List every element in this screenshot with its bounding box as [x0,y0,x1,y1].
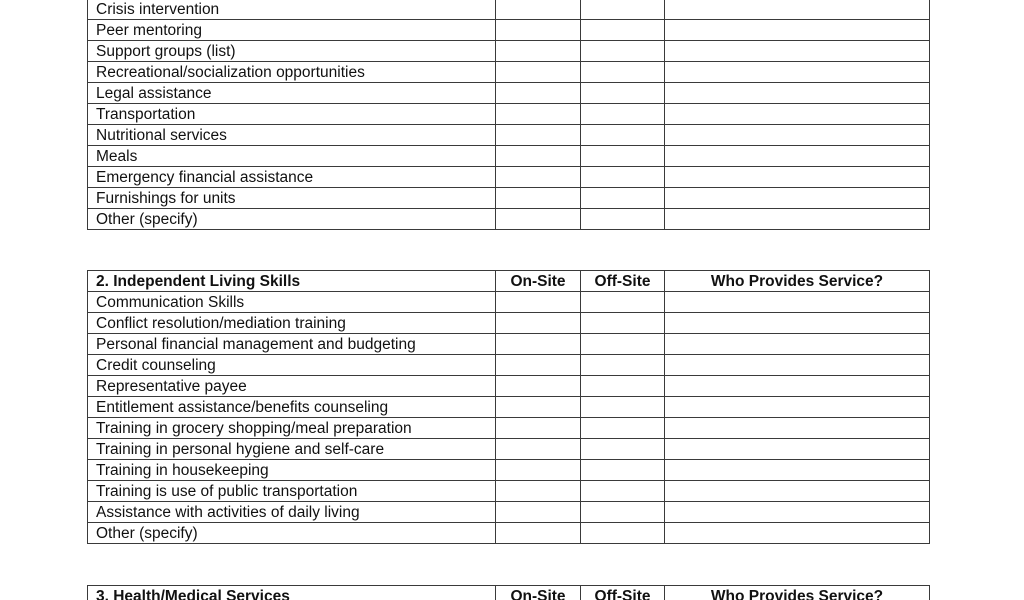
provider-cell[interactable] [665,20,930,41]
offsite-cell[interactable] [581,502,665,523]
onsite-cell[interactable] [496,167,581,188]
onsite-cell[interactable] [496,41,581,62]
service-label: Nutritional services [88,125,496,146]
offsite-cell[interactable] [581,0,665,20]
section-2-table [87,270,930,544]
table-row [88,41,930,62]
onsite-cell[interactable] [496,481,581,502]
table-row [88,209,930,230]
section-3-onsite-header: On-Site [496,586,581,600]
offsite-cell[interactable] [581,313,665,334]
section-2-onsite-header: On-Site [496,271,581,292]
table-row [88,313,930,334]
provider-cell[interactable] [665,209,930,230]
section-2-provider-header: Who Provides Service? [665,271,930,292]
service-label: Training is use of public transportation [88,481,496,502]
section-3-table [87,585,930,600]
provider-cell[interactable] [665,334,930,355]
table-row [88,188,930,209]
onsite-cell[interactable] [496,62,581,83]
onsite-cell[interactable] [496,355,581,376]
table-row [88,334,930,355]
provider-cell[interactable] [665,523,930,544]
service-label: Conflict resolution/mediation training [88,313,496,334]
onsite-cell[interactable] [496,502,581,523]
section-3-provider-header: Who Provides Service? [665,586,930,600]
table-row [88,146,930,167]
onsite-cell[interactable] [496,104,581,125]
section-3-offsite-header: Off-Site [581,586,665,600]
offsite-cell[interactable] [581,334,665,355]
service-label: Support groups (list) [88,41,496,62]
provider-cell[interactable] [665,460,930,481]
onsite-cell[interactable] [496,439,581,460]
provider-cell[interactable] [665,83,930,104]
service-label: Representative payee [88,376,496,397]
service-label: Credit counseling [88,355,496,376]
service-label: Recreational/socialization opportunities [88,62,496,83]
onsite-cell[interactable] [496,188,581,209]
provider-cell[interactable] [665,104,930,125]
table-row [88,292,930,313]
table-row [88,125,930,146]
provider-cell[interactable] [665,188,930,209]
table-row [88,167,930,188]
onsite-cell[interactable] [496,146,581,167]
offsite-cell[interactable] [581,62,665,83]
offsite-cell[interactable] [581,439,665,460]
table-row [88,0,930,20]
offsite-cell[interactable] [581,397,665,418]
onsite-cell[interactable] [496,0,581,20]
table-row [88,418,930,439]
table-row [88,355,930,376]
offsite-cell[interactable] [581,523,665,544]
service-label: Training in housekeeping [88,460,496,481]
table-row [88,523,930,544]
offsite-cell[interactable] [581,83,665,104]
service-label: Transportation [88,104,496,125]
offsite-cell[interactable] [581,418,665,439]
service-label: Training in personal hygiene and self-care [88,439,496,460]
service-label: Legal assistance [88,83,496,104]
service-label: Crisis intervention [88,0,496,20]
offsite-cell[interactable] [581,188,665,209]
table-row [88,83,930,104]
table-row [88,502,930,523]
onsite-cell[interactable] [496,125,581,146]
provider-cell[interactable] [665,125,930,146]
section-2-offsite-header: Off-Site [581,271,665,292]
offsite-cell[interactable] [581,125,665,146]
table-row [88,104,930,125]
service-label: Peer mentoring [88,20,496,41]
section-1-table [87,0,930,230]
offsite-cell[interactable] [581,355,665,376]
offsite-cell[interactable] [581,20,665,41]
onsite-cell[interactable] [496,376,581,397]
service-label: Assistance with activities of daily living [88,502,496,523]
provider-cell[interactable] [665,313,930,334]
offsite-cell[interactable] [581,209,665,230]
table-row [88,397,930,418]
section-2-title: 2. Independent Living Skills [88,271,496,292]
onsite-cell[interactable] [496,313,581,334]
offsite-cell[interactable] [581,292,665,313]
provider-cell[interactable] [665,481,930,502]
onsite-cell[interactable] [496,209,581,230]
onsite-cell[interactable] [496,20,581,41]
provider-cell[interactable] [665,62,930,83]
onsite-cell[interactable] [496,334,581,355]
provider-cell[interactable] [665,418,930,439]
table-row [88,376,930,397]
service-label: Entitlement assistance/benefits counseling [88,397,496,418]
service-label: Personal financial management and budgeting [88,334,496,355]
table-row [88,481,930,502]
service-label: Other (specify) [88,523,496,544]
service-label: Meals [88,146,496,167]
table-row [88,20,930,41]
onsite-cell[interactable] [496,83,581,104]
provider-cell[interactable] [665,376,930,397]
table-row [88,439,930,460]
section-2-header-row [88,271,930,292]
service-label: Other (specify) [88,209,496,230]
provider-cell[interactable] [665,439,930,460]
offsite-cell[interactable] [581,376,665,397]
onsite-cell[interactable] [496,397,581,418]
provider-cell[interactable] [665,0,930,20]
table-row [88,62,930,83]
offsite-cell[interactable] [581,460,665,481]
offsite-cell[interactable] [581,41,665,62]
service-label: Emergency financial assistance [88,167,496,188]
provider-cell[interactable] [665,502,930,523]
onsite-cell[interactable] [496,418,581,439]
provider-cell[interactable] [665,146,930,167]
onsite-cell[interactable] [496,292,581,313]
provider-cell[interactable] [665,397,930,418]
onsite-cell[interactable] [496,460,581,481]
onsite-cell[interactable] [496,523,581,544]
offsite-cell[interactable] [581,481,665,502]
provider-cell[interactable] [665,167,930,188]
service-label: Training in grocery shopping/meal preparation [88,418,496,439]
offsite-cell[interactable] [581,104,665,125]
table-row [88,460,930,481]
section-3-title: 3. Health/Medical Services [88,586,496,600]
offsite-cell[interactable] [581,167,665,188]
provider-cell[interactable] [665,292,930,313]
section-3-header-row [88,586,930,600]
provider-cell[interactable] [665,355,930,376]
provider-cell[interactable] [665,41,930,62]
service-label: Communication Skills [88,292,496,313]
offsite-cell[interactable] [581,146,665,167]
service-label: Furnishings for units [88,188,496,209]
